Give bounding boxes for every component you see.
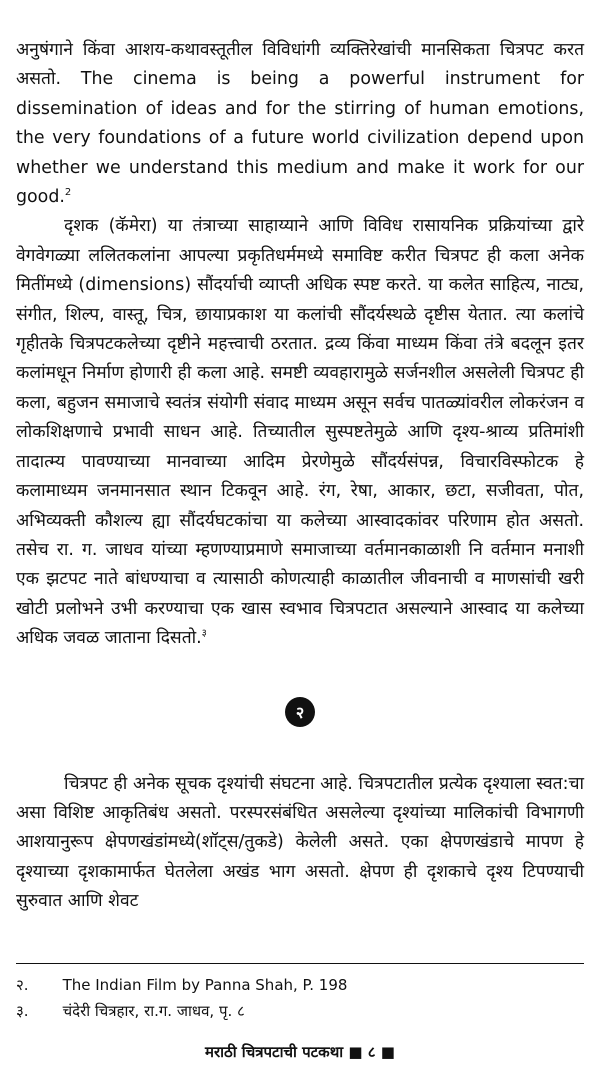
footnote-item — [16, 972, 347, 998]
para1-line2: चित्रपट करत असतो. The cinema is being a powerful instrument for — [16, 40, 584, 90]
para3-text: चित्रपट ही अनेक सूचक दृश्यांची संघटना आहे. चित्रपटातील प्रत्येक दृश्याला स्वत:चा असा विशिष्ट आकृतिबंध असतो. परस्परसंबंधित असलेल्या दृश्यांच्या मालिकांची विभागणी आशयानुरूप क्षेपणखंडांमध्ये(शॉट्स/तुकडे) केलेली असते. एका क्षेपणखंडाचे मापण हे दृश्याच्या दृशकामार्फत घेतलेला अखंड भाग असतो. क्षेपण ही दृशकाचे दृश्य टिपण्याची सुरुवात आणि शेवट — [16, 773, 584, 912]
paragraph-scenes — [16, 770, 584, 917]
paragraph-camera — [16, 212, 584, 653]
section-number-ornament-icon — [285, 697, 315, 727]
para1-line5: understand this medium and make it work for our good. — [16, 157, 584, 208]
footnote-number: २. — [16, 976, 29, 994]
footnotes — [16, 972, 347, 1024]
para1-line4: very foundations of a future world civilization depend upon whether we — [16, 128, 584, 178]
footnote-item — [16, 998, 347, 1024]
para2-text: दृशक (कॅमेरा) या तंत्राच्या साहाय्याने आणि विविध रासायनिक प्रक्रियांच्या द्वारे वेगवेगळ्या ललितकलांना आपल्या प्रकृतिधर्ममध्ये समाविष्ट करीत चित्रपट ही कला अनेक मितींमध्ये (dimensions) सौंदर्याची व्याप्ती अधिक स्पष्ट करते. या कलेत साहित्य, नाट्य, संगीत, शिल्प, वास्तू, चित्र, छायाप्रकाश या कलांची सौंदर्यस्थळे दृष्टीस येतात. त्या कलांचे गृहीतके चित्रपटकलेच्या दृष्टीने महत्त्वाची ठरतात. द्रव्य किंवा माध्यम किंवा तंत्रे बदलून इतर कलांमधून निर्माण होणारी ही कला आहे. समष्टी व्यवहारामुळे सर्जनशील असलेली चित्रपट ही कला, बहुजन समाजाचे स्वतंत्र संयोगी संवाद माध्यम असून सर्वच पातळ्यांवरील लोकरंजन व लोकशिक्षणाचे प्रभावी साधन आहे. तिच्यातील सुस्पष्टतेमुळे आणि दृश्य-श्राव्य प्रतिमांशी तादात्म्य पावण्याच्या मानवाच्या आदिम प्रेरणेमुळे सौंदर्यसंपन्न, विचारविस्फोटक हे कलामाध्यम जनमानसात स्थान टिकवून आहे. रंग, रेषा, आकार, छटा, सजीवता, पोत, अभिव्यक्ती कौशल्य ह्या सौंदर्यघटकांचा या कलेच्या आस्वादकांवर परिणाम होत असतो. तसेच रा. ग. जाधव यांच्या म्हणण्याप्रमाणे समाजाच्या वर्तमानकाळाशी नि वर्तमान मनाशी एक झटपट नाते बांधण्याचा व त्यासाठी कोणत्याही काळातील जीवनाची व माणसांची खरी खोटी प्रलोभने उभी करण्याचा एक खास स्वभाव चित्रपटात असल्याने आस्वाद या कलेच्या अधिक जवळ जाताना दिसतो. — [16, 216, 584, 649]
page-footer: मराठी चित्रपटाची पटकथा ■ ८ ■ — [205, 1043, 395, 1061]
para1-line3: dissemination of ideas and for the stirring of human emotions, the — [16, 98, 584, 149]
section-divider — [16, 654, 584, 770]
section-numeral: २ — [295, 702, 305, 722]
footnote-text: The Indian Film by Panna Shah, P. 198 — [62, 976, 348, 994]
footnote-number: ३. — [16, 1002, 29, 1020]
footnote-text: चंदेरी चित्रहार, रा.ग. जाधव, पृ. ८ — [62, 1002, 245, 1020]
footnote-divider — [16, 963, 584, 964]
footnote-ref-3: ३ — [201, 628, 207, 640]
footnote-ref-2: 2 — [64, 187, 72, 199]
para1-line1: अनुषंगाने किंवा आशय-कथावस्तूतील विविधांगी व्यक्तिरेखांची मानसिकता — [16, 40, 490, 60]
paragraph-continued — [16, 36, 584, 212]
